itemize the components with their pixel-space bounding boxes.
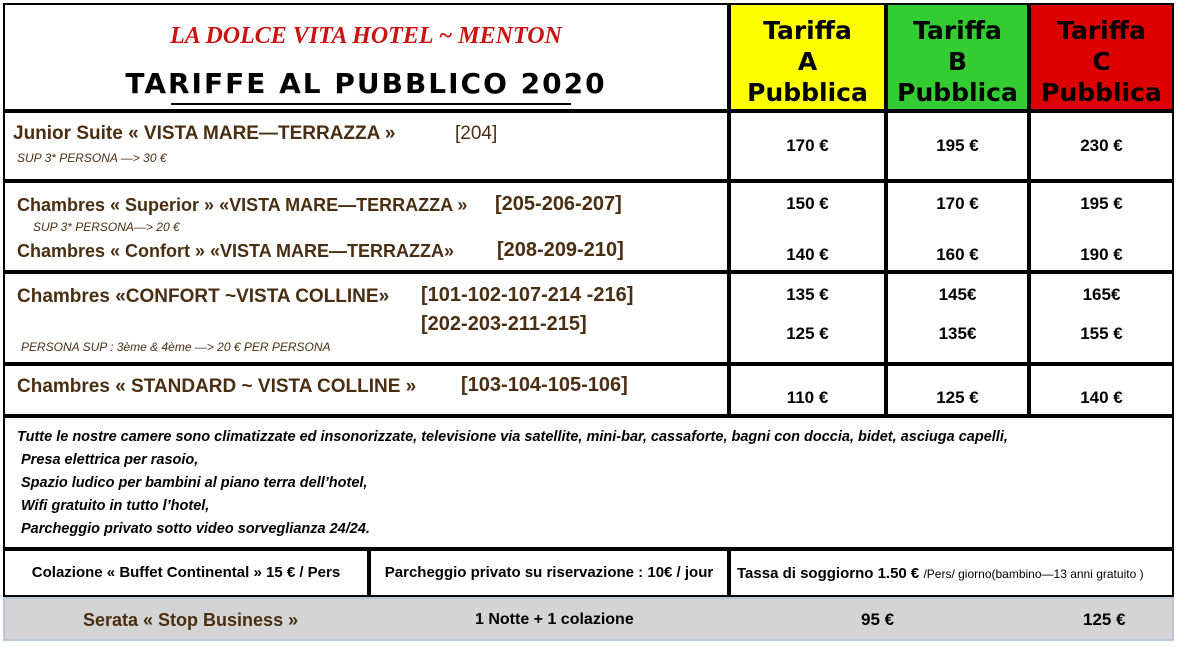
junior-suite-note: SUP 3* PERSONA —> 30 € (17, 151, 167, 165)
amenities-block (3, 416, 1174, 549)
junior-suite-name: Junior Suite « VISTA MARE—TERRAZZA » (13, 123, 396, 144)
superior-price-c: 195 € (1080, 194, 1123, 213)
tariff-b-header (886, 3, 1029, 111)
confort-colline-price-a1: 135 € (786, 285, 829, 304)
confort-colline-price-a2: 125 € (786, 324, 829, 343)
confort-colline-name: Chambres «CONFORT ~VISTA COLLINE» (17, 286, 390, 307)
standard-price-b: 125 € (936, 388, 979, 407)
confort-mare-numbers: [208-209-210] (497, 239, 624, 261)
junior-b-cell (886, 111, 1029, 181)
standard-price-c: 140 € (1080, 388, 1123, 407)
tariff-a-header (729, 3, 886, 111)
confort-colline-price-c1: 165€ (1082, 285, 1121, 304)
tariff-c-line3: Pubblica (1041, 78, 1162, 107)
confort-colline-price-b2: 135€ (938, 324, 977, 343)
standard-c-cell (1029, 364, 1174, 416)
superior-c-cell (1029, 181, 1174, 272)
confort-colline-row (3, 272, 729, 364)
offer-price-1: 95 € (861, 610, 895, 629)
superior-a-cell (729, 181, 886, 272)
hotel-name: LA DOLCE VITA HOTEL ~ MENTON (170, 23, 562, 49)
confort-colline-numbers-1: [101-102-107-214 -216] (421, 284, 634, 306)
amenities-line-4: Wifi gratuito in tutto l’hotel, (21, 498, 210, 514)
standard-numbers: [103-104-105-106] (461, 374, 628, 396)
offer-price-2: 125 € (1083, 610, 1126, 629)
tax-main: Tassa di soggiorno 1.50 € (737, 565, 920, 582)
tariff-b-line2: B (947, 47, 968, 76)
tariff-c-line1: Tariffa (1057, 16, 1146, 45)
offer-detail: 1 Notte + 1 colazione (475, 611, 634, 628)
junior-c-cell (1029, 111, 1174, 181)
parking-cell (369, 549, 729, 597)
confort-mare-name: Chambres « Confort » «VISTA MARE—TERRAZZA» (17, 241, 455, 261)
superior-name: Chambres « Superior » «VISTA MARE—TERRAZZA » (17, 195, 468, 215)
superior-numbers: [205-206-207] (495, 193, 622, 215)
confort-mare-price-c: 190 € (1080, 245, 1123, 264)
tariff-a-line2: A (797, 47, 818, 76)
amenities-line-2: Presa elettrica per rasoio, (21, 452, 199, 468)
confort-colline-numbers-2: [202-203-211-215] (421, 313, 587, 335)
breakfast-cell (3, 549, 369, 597)
confort-mare-price-a: 140 € (786, 245, 829, 264)
amenities-line-1: Tutte le nostre camere sono climatizzate ed insonorizzate, televisione via satellite, mini-bar, cassaforte, bagni con doccia, bidet, asciuga capelli, (17, 429, 1008, 445)
confort-mare-price-b: 160 € (936, 245, 979, 264)
breakfast-text: Colazione « Buffet Continental » 15 € / Pers (31, 564, 341, 581)
junior-price-c: 230 € (1080, 136, 1123, 155)
tariff-b-line1: Tariffa (913, 16, 1002, 45)
amenities-line-3: Spazio ludico per bambini al piano terra dell’hotel, (21, 475, 368, 491)
junior-price-a: 170 € (786, 136, 829, 155)
tariff-c-header (1029, 3, 1174, 111)
confort-colline-price-b1: 145€ (938, 285, 977, 304)
superior-confort-row (3, 181, 729, 272)
standard-a-cell (729, 364, 886, 416)
superior-price-b: 170 € (936, 194, 979, 213)
standard-b-cell (886, 364, 1029, 416)
junior-a-cell (729, 111, 886, 181)
superior-b-cell (886, 181, 1029, 272)
offer-row (3, 597, 1174, 641)
junior-price-b: 195 € (936, 136, 979, 155)
superior-price-a: 150 € (786, 194, 829, 213)
confort-colline-c-cell (1029, 272, 1174, 364)
junior-suite-row (3, 111, 729, 181)
confort-colline-a-cell (729, 272, 886, 364)
tax-note: /Pers/ giorno(bambino—13 anni gratuito ) (923, 567, 1144, 581)
junior-suite-numbers: [204] (455, 123, 498, 144)
standard-row (3, 364, 729, 416)
tariff-c-line2: C (1092, 47, 1111, 76)
header-cell (3, 3, 729, 111)
standard-price-a: 110 € (786, 388, 829, 407)
page-title: TARIFFE AL PUBBLICO 2020 (125, 67, 607, 100)
tariff-b-line3: Pubblica (897, 78, 1018, 107)
amenities-line-5: Parcheggio privato sotto video sorveglianza 24/24. (21, 521, 370, 537)
parking-text: Parcheggio privato su riservazione : 10€ / jour (384, 564, 714, 581)
confort-colline-b-cell (886, 272, 1029, 364)
tax-cell (729, 549, 1174, 597)
confort-colline-price-c2: 155 € (1080, 324, 1123, 343)
confort-colline-note: PERSONA SUP : 3ème & 4ème —> 20 € PER PERSONA (21, 340, 331, 354)
offer-name: Serata « Stop Business » (83, 610, 299, 630)
superior-note: SUP 3* PERSONA—> 20 € (33, 220, 180, 234)
tax-line (737, 565, 1144, 582)
title-underline (171, 103, 571, 105)
tariff-a-line1: Tariffa (763, 16, 852, 45)
standard-name: Chambres « STANDARD ~ VISTA COLLINE » (17, 376, 417, 397)
tariff-a-line3: Pubblica (747, 78, 868, 107)
